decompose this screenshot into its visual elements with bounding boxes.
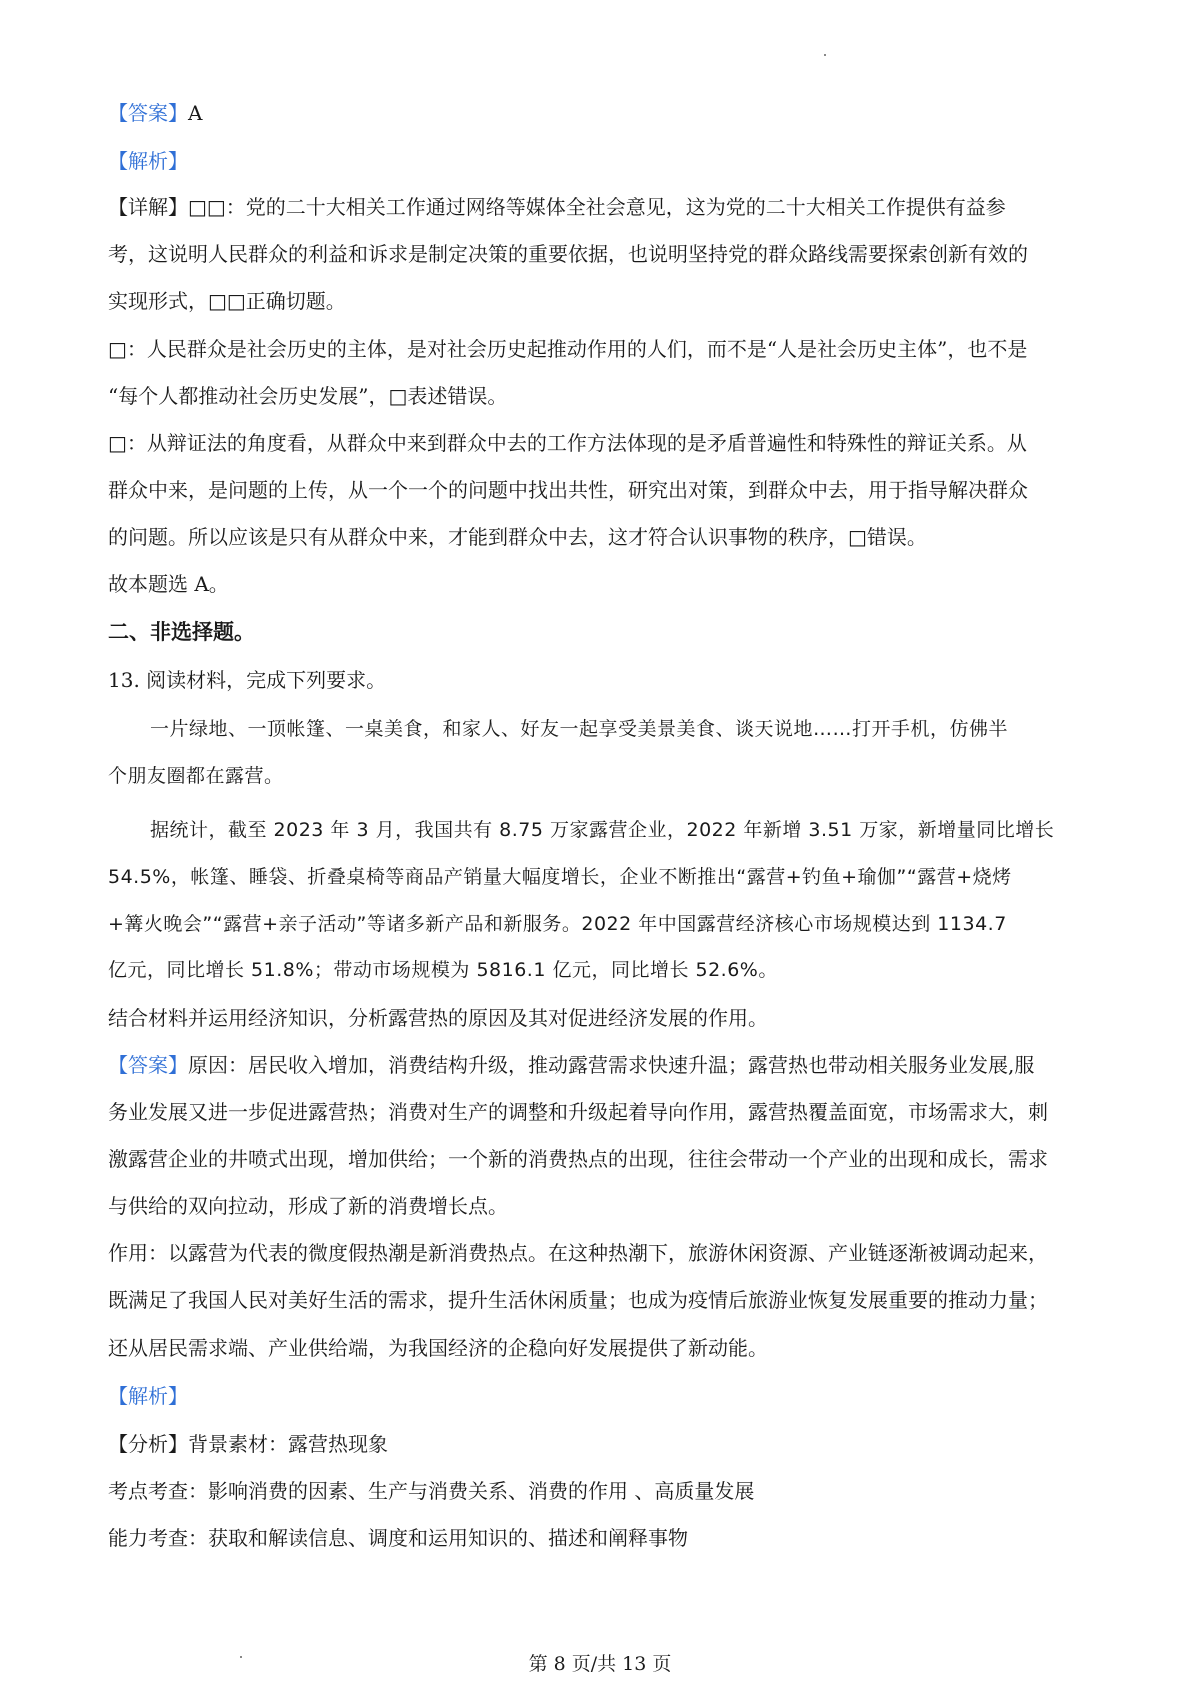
question-stem: 13. 阅读材料，完成下列要求。: [108, 668, 387, 692]
answer-line-7: 还从居民需求端、产业供给端，为我国经济的企稳向好发展提供了新动能。: [108, 1336, 768, 1360]
detail-line-1: [108, 192, 1108, 222]
detail-line-5: “每个人都推动社会历史发展”，□表述错误。: [108, 384, 508, 408]
answer-line-6: 既满足了我国人民对美好生活的需求，提升生活休闲质量；也成为疫情后旅游业恢复发展重要的推动力量；: [108, 1288, 1048, 1312]
analysis-line-1: 【分析】背景素材：露营热现象: [108, 1432, 388, 1456]
q12-answer-line: [108, 98, 1108, 128]
answer-line-3: 激露营企业的井喷式出现，增加供给；一个新的消费热点的出现，往往会带动一个产业的出现和成长，需求: [108, 1147, 1048, 1171]
detail-line-4: □：人民群众是社会历史的主体，是对社会历史起推动作用的人们，而不是“人是社会历史主体”，也不是: [108, 337, 1028, 361]
material-p2-line-4: 亿元，同比增长 51.8%；带动市场规模为 5816.1 亿元，同比增长 52.6%。: [108, 959, 778, 981]
answer-line-2: 务业发展又进一步促进露营热；消费对生产的调整和升级起着导向作用，露营热覆盖面宽，市场需求大，刺: [108, 1100, 1048, 1124]
detail-line-8: 的问题。所以应该是只有从群众中来，才能到群众中去，这才符合认识事物的秩序，□错误。: [108, 525, 927, 549]
analysis-line-2: 考点考查：影响消费的因素、生产与消费关系、消费的作用 、高质量发展: [108, 1479, 755, 1503]
answer-line-5: 作用：以露营为代表的微度假热潮是新消费热点。在这种热潮下，旅游休闲资源、产业链逐渐被调动起来，: [108, 1241, 1048, 1265]
detail-line-2: 考，这说明人民群众的利益和诉求是制定决策的重要依据，也说明坚持党的群众路线需要探索创新有效的: [108, 242, 1028, 266]
analysis-line-3: 能力考查：获取和解读信息、调度和运用知识的、描述和阐释事物: [108, 1526, 688, 1550]
answer-line-1: [108, 1050, 1108, 1080]
material-p2-line-1: 据统计，截至 2023 年 3 月，我国共有 8.75 万家露营企业，2022 年新增 3.51 万家，新增量同比增长: [150, 819, 1055, 841]
detail-line-3: 实现形式，□□正确切题。: [108, 289, 346, 313]
answer-value: A: [188, 101, 203, 125]
material-p1-line-2: 个朋友圈都在露营。: [108, 765, 284, 787]
detail-text: □□：党的二十大相关工作通过网络等媒体全社会意见，这为党的二十大相关工作提供有益参: [188, 195, 1006, 219]
answer-tag: 【答案】: [108, 101, 188, 125]
page-footer: 第 8 页/共 13 页: [528, 1653, 672, 1675]
answer-tag: 【答案】: [108, 1053, 188, 1077]
section-title: 二、非选择题。: [108, 620, 255, 644]
material-p2-line-3: +篝火晚会”“露营+亲子活动”等诸多新产品和新服务。2022 年中国露营经济核心市场规模达到 1134.7: [108, 913, 1007, 935]
detail-tag: 【详解】: [108, 195, 188, 219]
question-text: 结合材料并运用经济知识，分析露营热的原因及其对促进经济发展的作用。: [108, 1006, 768, 1030]
answer-text: 原因：居民收入增加，消费结构升级，推动露营需求快速升温；露营热也带动相关服务业发展,服: [188, 1053, 1035, 1077]
scan-dot: [824, 54, 826, 56]
material-p1-line-1: 一片绿地、一顶帐篷、一桌美食，和家人、好友一起享受美景美食、谈天说地……打开手机，仿佛半: [150, 718, 1009, 740]
answer-line-4: 与供给的双向拉动，形成了新的消费增长点。: [108, 1194, 508, 1218]
detail-line-7: 群众中来，是问题的上传，从一个一个的问题中找出共性，研究出对策，到群众中去，用于指导解决群众: [108, 478, 1028, 502]
material-p2-line-2: 54.5%，帐篷、睡袋、折叠桌椅等商品产销量大幅度增长，企业不断推出“露营+钓鱼+瑜伽”“露营+烧烤: [108, 866, 1012, 888]
detail-line-6: □：从辩证法的角度看，从群众中来到群众中去的工作方法体现的是矛盾普遍性和特殊性的辩证关系。从: [108, 431, 1027, 455]
detail-conclusion: 故本题选 A。: [108, 572, 229, 596]
analysis-tag: 【解析】: [108, 149, 188, 173]
analysis-tag: 【解析】: [108, 1384, 188, 1408]
